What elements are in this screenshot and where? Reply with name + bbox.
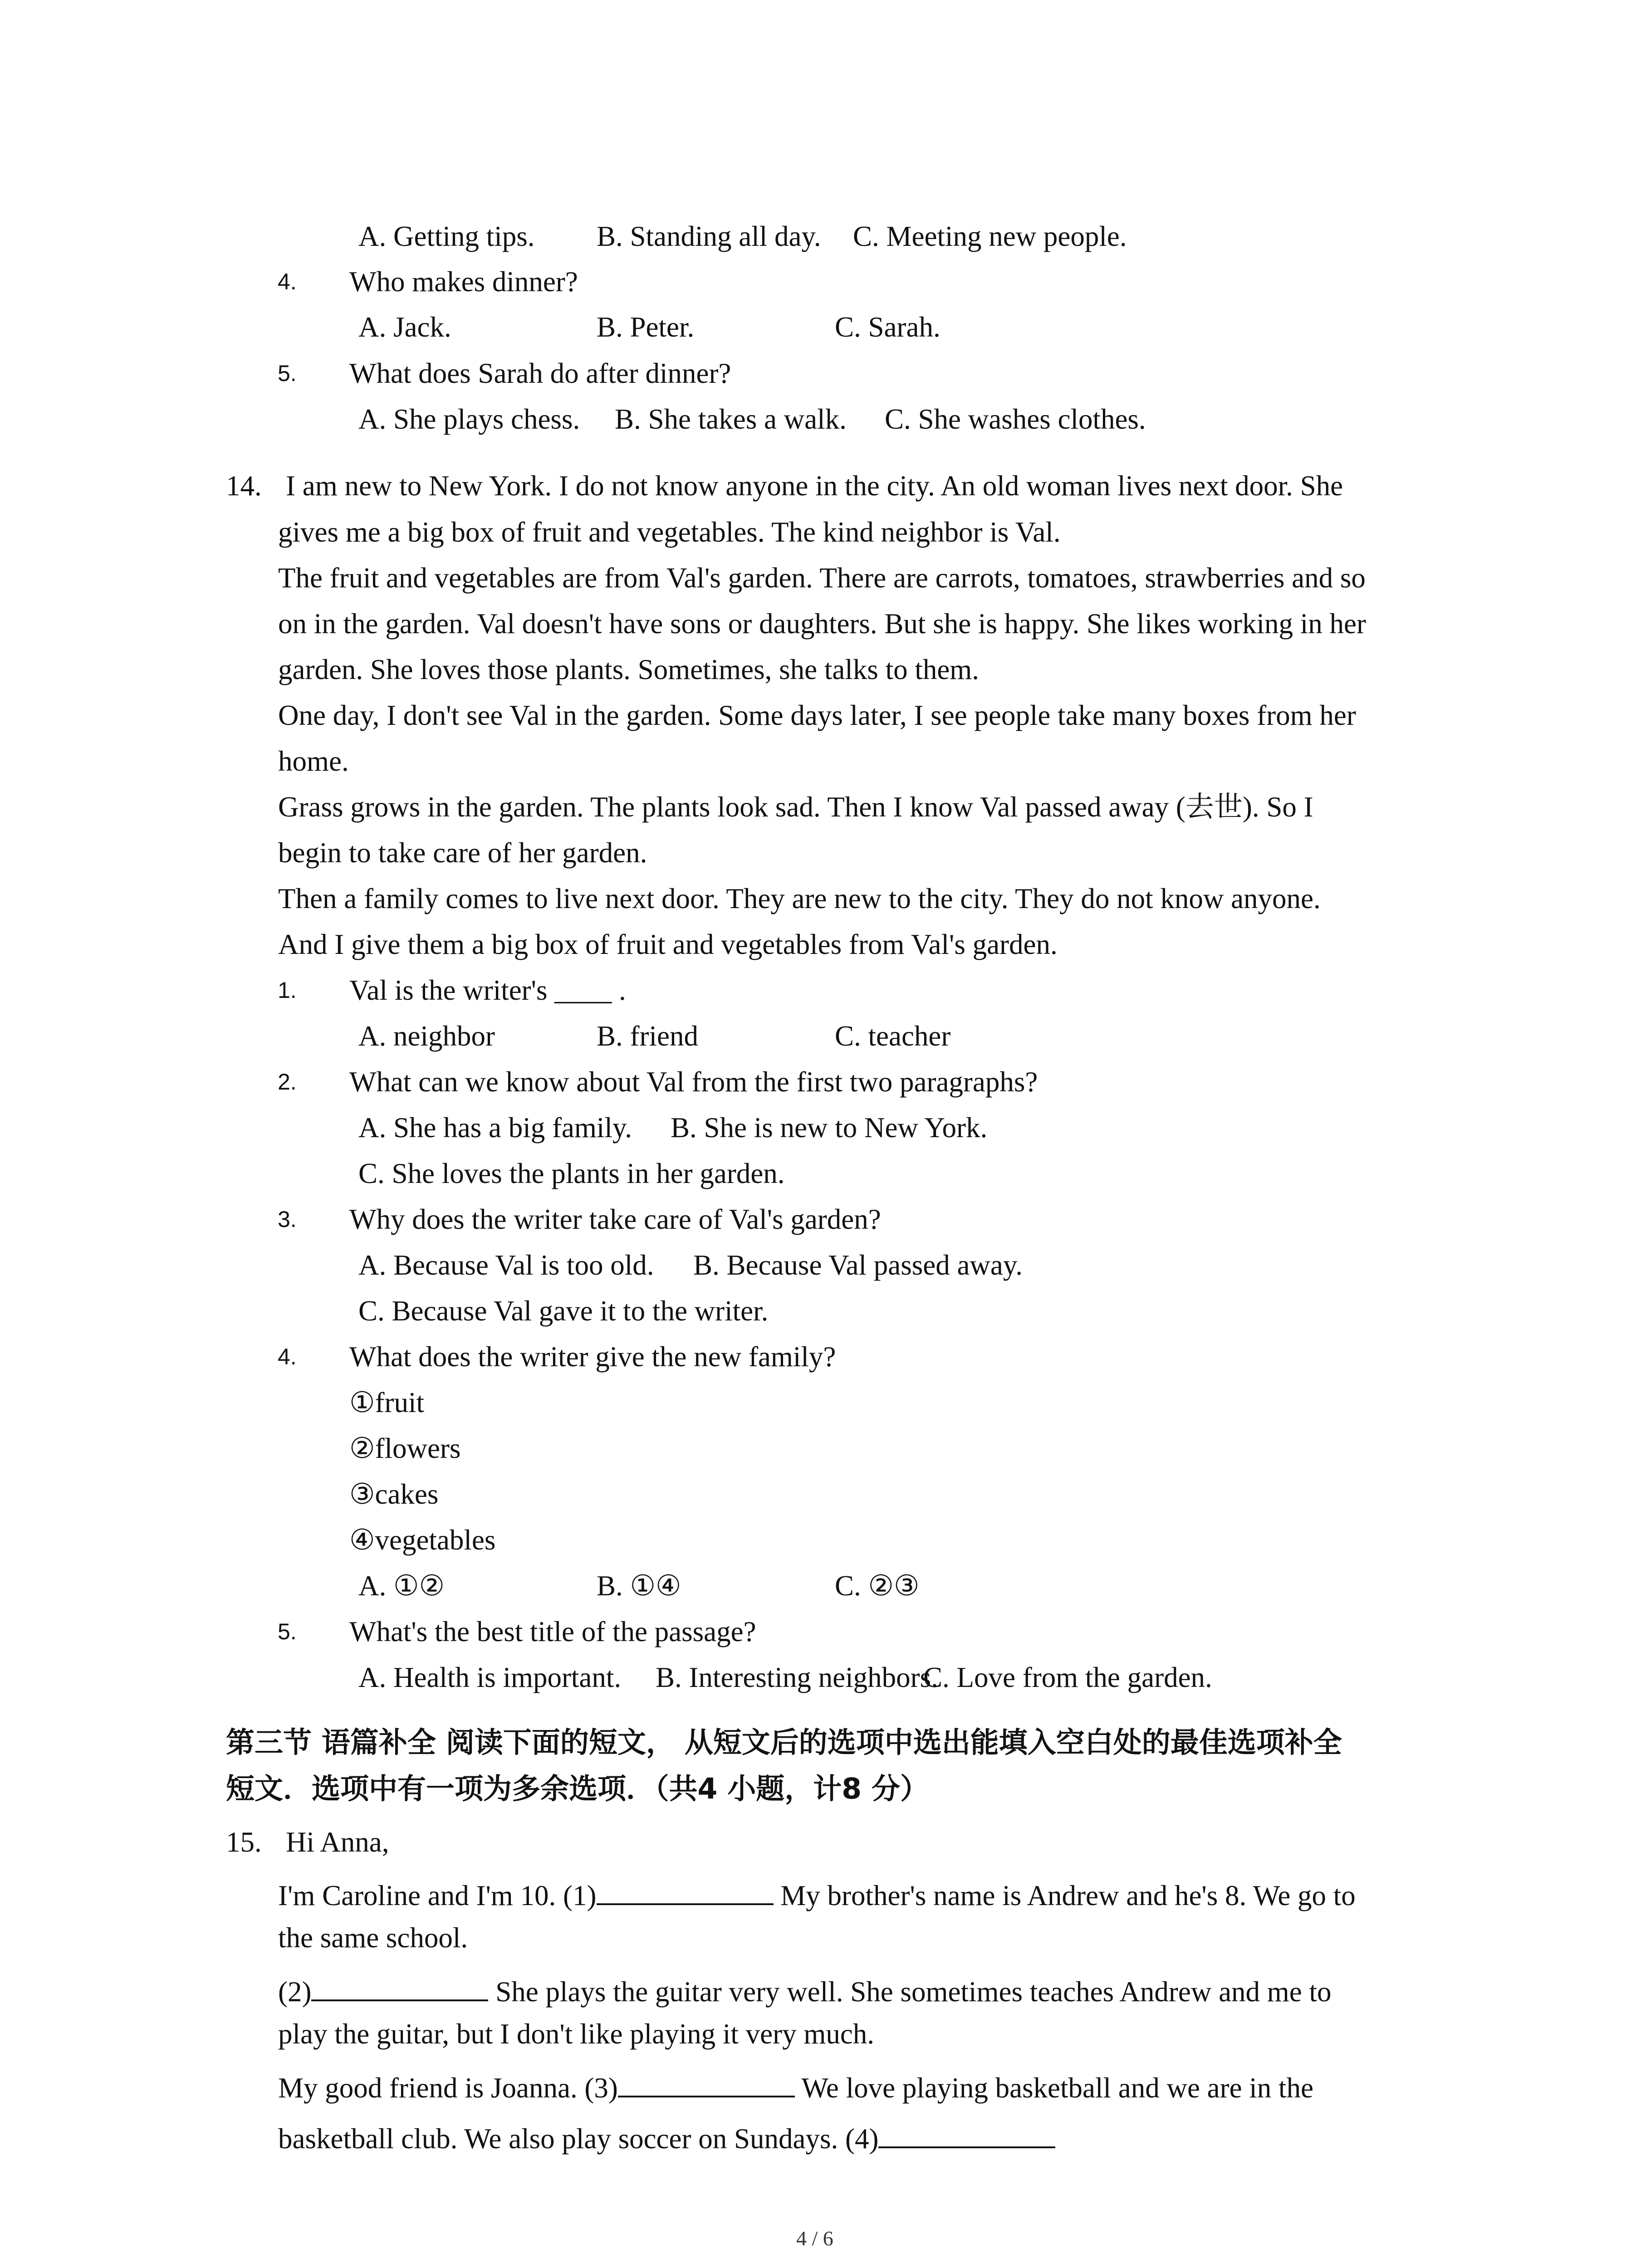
q14-q4-option-a: A. ①② <box>358 1570 445 1602</box>
q13-q4-option-b: B. Peter. <box>597 311 695 343</box>
q15-text: My good friend is Joanna. (3) <box>278 2072 618 2104</box>
q14-passage-line: And I give them a big box of fruit and vegetables from Val's garden. <box>278 929 1058 960</box>
q14-q4-option-c: C. ②③ <box>835 1570 920 1602</box>
q14-q3-option-c: C. Because Val gave it to the writer. <box>358 1295 769 1327</box>
q14-passage-line: I am new to New York. I do not know anyone in the city. An old woman lives next door. She <box>286 470 1343 502</box>
q14-q3-number: 3. <box>278 1207 297 1232</box>
q14-q5-option-a: A. Health is important. <box>358 1662 622 1693</box>
q14-passage-line: garden. She loves those plants. Sometimes, she talks to them. <box>278 654 980 685</box>
q15-line: the same school. <box>278 1922 468 1954</box>
q14-q4-number: 4. <box>278 1344 297 1369</box>
section-heading-line1: 第三节 语篇补全 阅读下面的短文， 从短文后的选项中选出能填入空白处的最佳选项补全 <box>226 1726 1342 1759</box>
answer-blank-2[interactable] <box>311 1974 488 2001</box>
q14-q5-option-b: B. Interesting neighbors. <box>656 1662 938 1693</box>
q13-q4-number: 4. <box>278 269 297 294</box>
q14-q1-number: 1. <box>278 978 297 1003</box>
q14-q1-option-b: B. friend <box>597 1020 698 1052</box>
q15-text: She plays the guitar very well. She sometimes teaches Andrew and me to <box>495 1976 1332 2008</box>
q14-passage-line: on in the garden. Val doesn't have sons or daughters. But she is happy. She likes working in her <box>278 608 1366 640</box>
q13-q5-option-b: B. She takes a walk. <box>615 403 847 435</box>
q14-q2-option-b: B. She is new to New York. <box>671 1112 988 1144</box>
q14-q5-option-c: C. Love from the garden. <box>923 1662 1212 1693</box>
q15-number: 15. <box>226 1826 262 1858</box>
q15-line <box>278 1878 1356 1910</box>
q14-q4-item: ④vegetables <box>349 1524 496 1556</box>
q15-line <box>278 1974 1332 2006</box>
q13-q4-option-c: C. Sarah. <box>835 311 941 343</box>
q15-text: basketball club. We also play soccer on Sundays. (4) <box>278 2123 879 2155</box>
q13-q3-option-b: B. Standing all day. <box>597 220 821 252</box>
q13-q4-option-a: A. Jack. <box>358 311 451 343</box>
page-number: 4 / 6 <box>796 2227 833 2250</box>
q13-q5-text: What does Sarah do after dinner? <box>349 357 731 389</box>
q14-q1-option-a: A. neighbor <box>358 1020 495 1052</box>
q15-line <box>278 2121 1055 2153</box>
q14-passage-line: The fruit and vegetables are from Val's garden. There are carrots, tomatoes, strawberries and so <box>278 562 1366 594</box>
q14-passage-line: gives me a big box of fruit and vegetables. The kind neighbor is Val. <box>278 516 1061 548</box>
q14-passage-line: One day, I don't see Val in the garden. Some days later, I see people take many boxes from her <box>278 699 1356 731</box>
answer-blank-1[interactable] <box>597 1878 774 1905</box>
answer-blank-4[interactable] <box>878 2121 1055 2148</box>
q15-line: play the guitar, but I don't like playing it very much. <box>278 2018 875 2050</box>
q13-q3-option-a: A. Getting tips. <box>358 220 535 252</box>
q15-text: (2) <box>278 1976 312 2008</box>
q14-q4-text: What does the writer give the new family? <box>349 1341 836 1373</box>
q13-q5-option-a: A. She plays chess. <box>358 403 580 435</box>
q15-text: My brother's name is Andrew and he's 8. We go to <box>780 1880 1356 1911</box>
q14-q2-number: 2. <box>278 1069 297 1095</box>
answer-blank-3[interactable] <box>618 2070 795 2097</box>
q13-q5-number: 5. <box>278 361 297 386</box>
q15-greeting: Hi Anna, <box>286 1826 389 1858</box>
q14-q4-item: ①fruit <box>349 1387 424 1418</box>
q15-text: I'm Caroline and I'm 10. (1) <box>278 1880 597 1911</box>
q14-q2-option-c: C. She loves the plants in her garden. <box>358 1158 785 1189</box>
q14-q4-item: ②flowers <box>349 1432 461 1464</box>
q13-q5-option-c: C. She washes clothes. <box>885 403 1146 435</box>
q15-text: We love playing basketball and we are in the <box>801 2072 1314 2104</box>
q14-q4-item: ③cakes <box>349 1478 439 1510</box>
q14-q5-number: 5. <box>278 1619 297 1644</box>
q14-q3-text: Why does the writer take care of Val's garden? <box>349 1203 881 1235</box>
q14-number: 14. <box>226 470 262 502</box>
q14-q2-text: What can we know about Val from the first two paragraphs? <box>349 1066 1038 1098</box>
q13-q4-text: Who makes dinner? <box>349 266 578 298</box>
q14-q5-text: What's the best title of the passage? <box>349 1616 756 1647</box>
q14-passage-line: Grass grows in the garden. The plants look sad. Then I know Val passed away (去世). So I <box>278 791 1313 823</box>
q14-q2-option-a: A. She has a big family. <box>358 1112 632 1144</box>
q14-q1-option-c: C. teacher <box>835 1020 951 1052</box>
section-heading-line2: 短文．选项中有一项为多余选项．（共4 小题，计8 分） <box>226 1772 929 1805</box>
q15-line <box>278 2070 1313 2102</box>
q13-q3-option-c: C. Meeting new people. <box>853 220 1127 252</box>
q14-passage-line: Then a family comes to live next door. They are new to the city. They do not know anyone. <box>278 883 1321 914</box>
q14-passage-line: home. <box>278 745 349 777</box>
q14-passage-line: begin to take care of her garden. <box>278 837 647 869</box>
q14-q3-option-a: A. Because Val is too old. <box>358 1249 654 1281</box>
q14-q3-option-b: B. Because Val passed away. <box>693 1249 1023 1281</box>
q14-q4-option-b: B. ①④ <box>597 1570 681 1602</box>
q14-q1-text: Val is the writer's ____ . <box>349 974 626 1006</box>
